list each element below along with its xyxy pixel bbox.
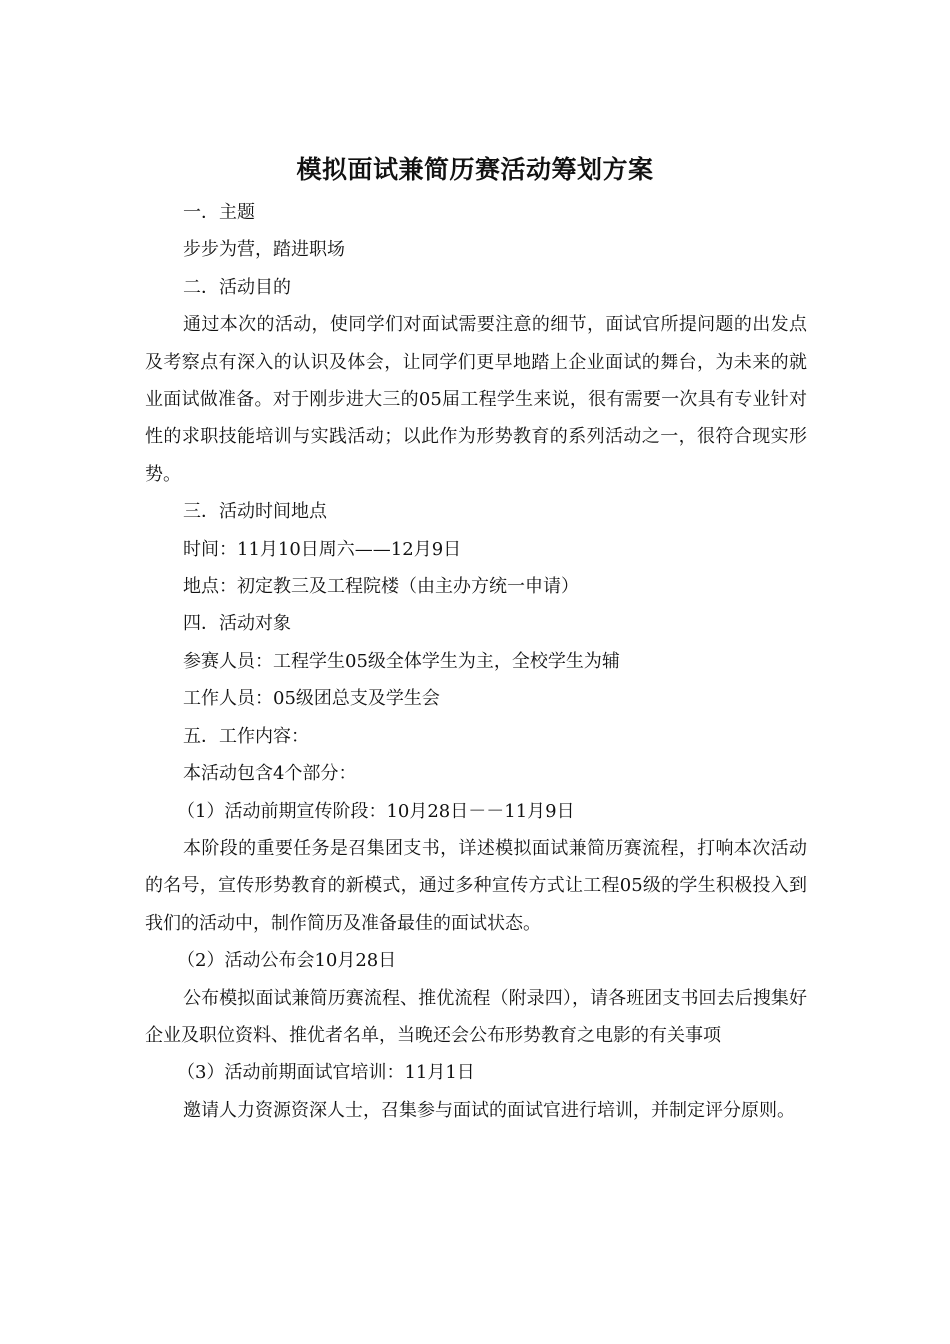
phase3-paragraph: 邀请人力资源资深人士，召集参与面试的面试官进行培训，并制定评分原则。 (183, 1099, 795, 1121)
theme-content: 步步为营，踏进职场 (183, 239, 345, 261)
contestants-line: 参赛人员：工程学生05级全体学生为主，全校学生为辅 (183, 650, 620, 672)
work-intro: 本活动包含4个部分： (183, 763, 357, 785)
section-heading-time-place: 三．活动时间地点 (183, 501, 327, 523)
phase2-paragraph: 公布模拟面试兼简历赛流程、推优流程（附录四），请各班团支书回去后搜集好企业及职位资料、推优者名单，当晚还会公布形势教育之电影的有关事项 (145, 987, 807, 1046)
document-body (145, 194, 807, 1129)
place-line: 地点：初定教三及工程院楼（由主办方统一申请） (183, 576, 579, 598)
purpose-paragraph: 通过本次的活动，使同学们对面试需要注意的细节，面试官所提问题的出发点及考察点有深入的认识及体会，让同学们更早地踏上企业面试的舞台，为未来的就业面试做准备。对于刚步进大三的05届工程学生来说，很有需要一次具有专业针对性的求职技能培训与实践活动；以此作为形势教育的系列活动之一，很符合现实形势。 (145, 314, 807, 485)
section-heading-theme: 一．主题 (183, 202, 255, 223)
phase1-title: （1）活动前期宣传阶段：10月28日－－11月9日 (177, 800, 575, 822)
time-line: 时间：11月10日周六——12月9日 (183, 538, 462, 560)
phase2-title: （2）活动公布会10月28日 (177, 950, 397, 972)
staff-line: 工作人员：05级团总支及学生会 (183, 688, 440, 710)
section-heading-purpose: 二．活动目的 (183, 276, 291, 298)
document-title: 模拟面试兼简历赛活动筹划方案 (296, 155, 654, 184)
phase3-title: （3）活动前期面试官培训：11月1日 (177, 1062, 475, 1084)
section-heading-work: 五．工作内容： (183, 725, 309, 747)
phase1-paragraph: 本阶段的重要任务是召集团支书，详述模拟面试兼简历赛流程，打响本次活动的名号，宣传形势教育的新模式，通过多种宣传方式让工程05级的学生积极投入到我们的活动中，制作简历及准备最佳的面试状态。 (145, 837, 807, 934)
section-heading-participants: 四．活动对象 (183, 613, 291, 635)
